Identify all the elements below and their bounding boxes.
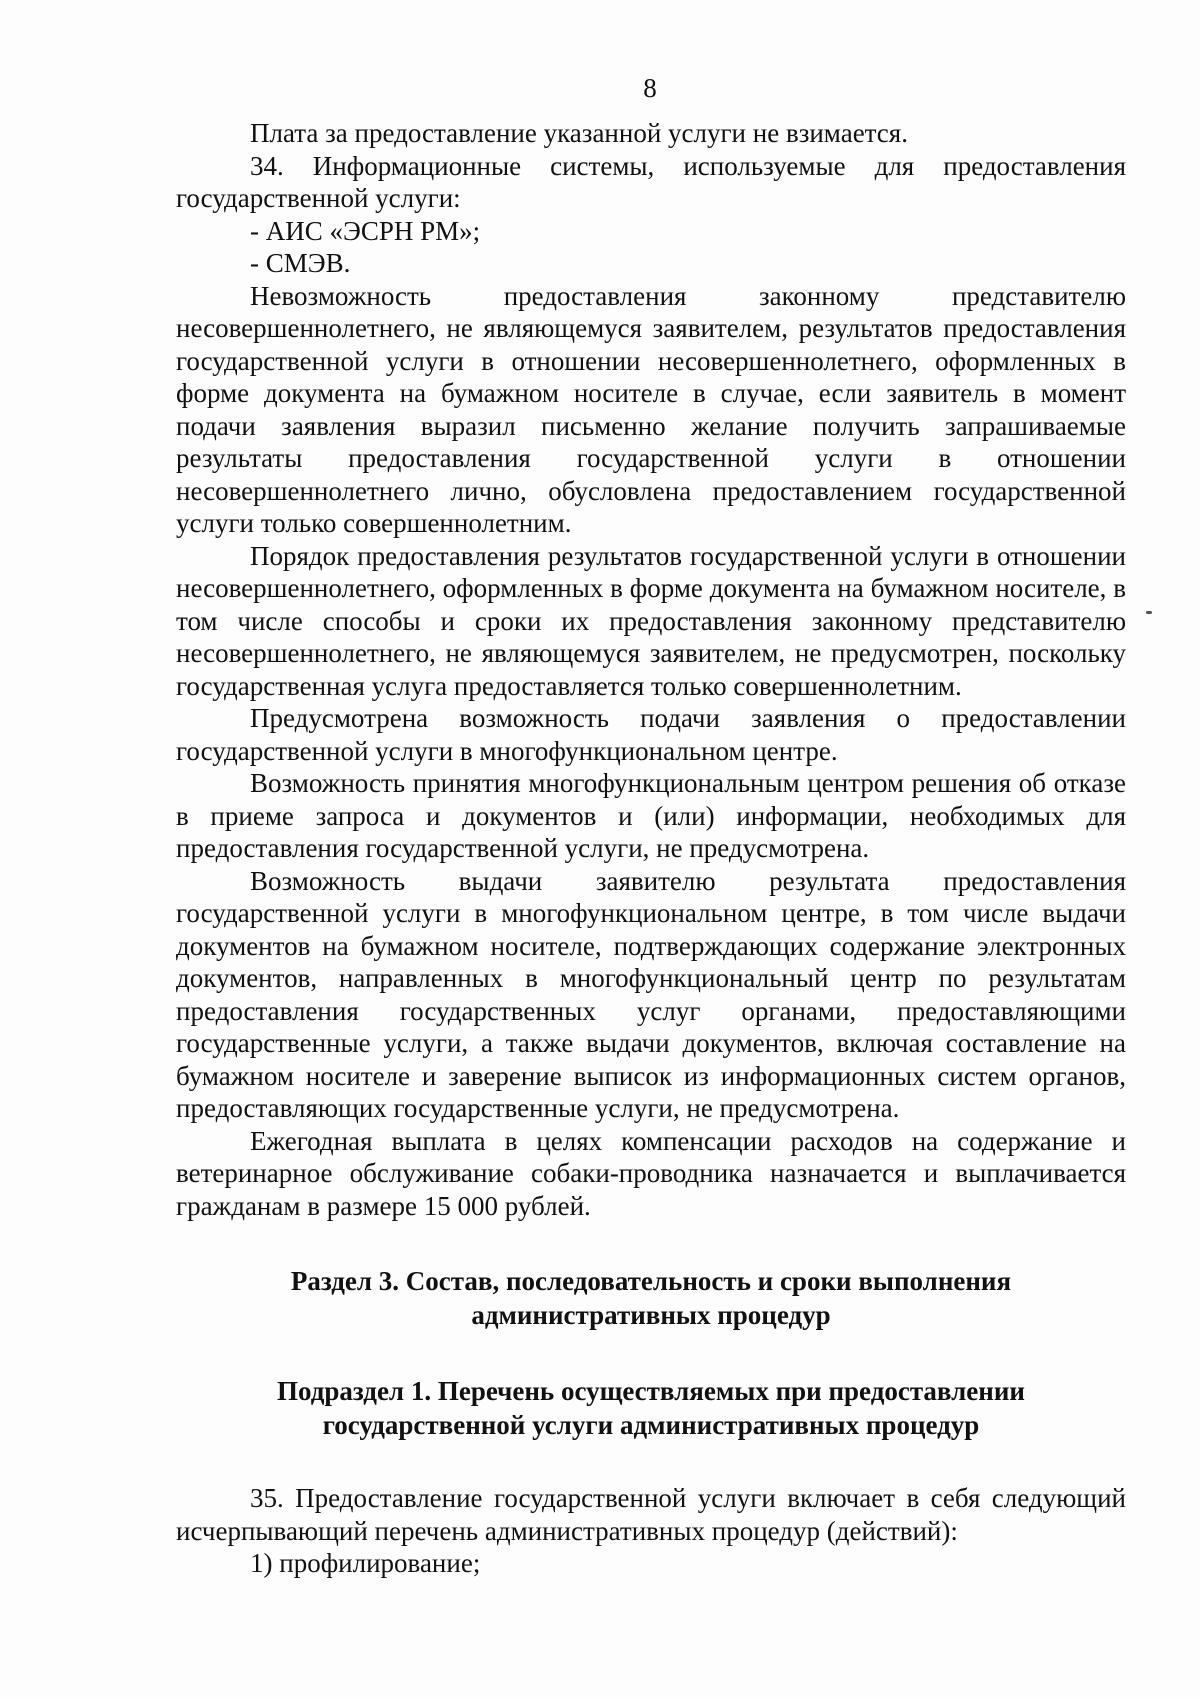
paragraph-34-info-systems: 34. Информационные системы, используемые для предоставления государственной услуги: bbox=[176, 150, 1126, 213]
subsection-heading-line2: государственной услуги административных процедур bbox=[322, 1410, 980, 1440]
section-heading bbox=[176, 1264, 1126, 1332]
section-heading-line1: Раздел 3. Состав, последовательность и сроки выполнения bbox=[290, 1266, 1012, 1296]
paragraph-mfc-application: Предусмотрена возможность подачи заявления о предоставлении государственной услуги в многофункциональном центре. bbox=[176, 703, 1126, 766]
paragraph-procedure: Порядок предоставления результатов государственной услуги в отношении несовершеннолетнего, оформленных в форме документа на бумажном носителе, в том числе способы и сроки их предоставления законному представителю несовершеннолетнего, не являющемуся заявителем, не предусмотрен, поскольку государственная услуга предоставляется только совершеннолетним. bbox=[176, 540, 1126, 701]
subsection-heading-line1: Подраздел 1. Перечень осуществляемых при предоставлении bbox=[277, 1376, 1025, 1406]
list-item-smev: - СМЭВ. bbox=[250, 248, 351, 278]
document-body bbox=[176, 117, 1126, 1580]
paragraph-mfc-refusal: Возможность принятия многофункциональным центром решения об отказе в приеме запроса и документов и (или) информации, необходимых для предоставления государственной услуги, не предусмотрена. bbox=[176, 768, 1126, 863]
list-item-profiling: 1) профилирование; bbox=[250, 1548, 481, 1578]
section-heading-line2: административных процедур bbox=[471, 1300, 831, 1330]
paragraph-annual-payment: Ежегодная выплата в целях компенсации расходов на содержание и ветеринарное обслуживание собаки-проводника назначается и выплачивается гражданам в размере 15 000 рублей. bbox=[176, 1125, 1126, 1221]
paragraph-35: 35. Предоставление государственной услуги включает в себя следующий исчерпывающий перечень административных процедур (действий): bbox=[176, 1483, 1126, 1546]
scan-artifact bbox=[1146, 611, 1152, 614]
list-item-ais: - АИС «ЭСРН РМ»; bbox=[250, 215, 481, 246]
paragraph-impossibility: Невозможность предоставления законному представителю несовершеннолетнего, не являющемуся заявителем, результатов предоставления государственной услуги в отношении несовершеннолетнего, оформленных в форме документа на бумажном носителе в случае, если заявитель в момент подачи заявления выразил письменно желание получить запрашиваемые результаты предоставления государственной услуги в отношении несовершеннолетнего лично, обусловлена предоставлением государственной услуги только совершеннолетним. bbox=[176, 280, 1126, 538]
subsection-heading bbox=[176, 1374, 1126, 1442]
paragraph-mfc-issuance: Возможность выдачи заявителю результата предоставления государственной услуги в многофункциональном центре, в том числе выдачи документов на бумажном носителе, подтверждающих содержание электронных документов, направленных в многофункциональный центр по результатам предоставления государственных услуг органами, предоставляющими государственные услуги, а также выдачи документов, включая составление на бумажном носителе и заверение выписок из информационных систем органов, предоставляющих государственные услуги, не предусмотрена. bbox=[176, 865, 1126, 1123]
paragraph-fee: Плата за предоставление указанной услуги не взимается. bbox=[250, 118, 908, 148]
page-number: 8 bbox=[643, 73, 657, 103]
